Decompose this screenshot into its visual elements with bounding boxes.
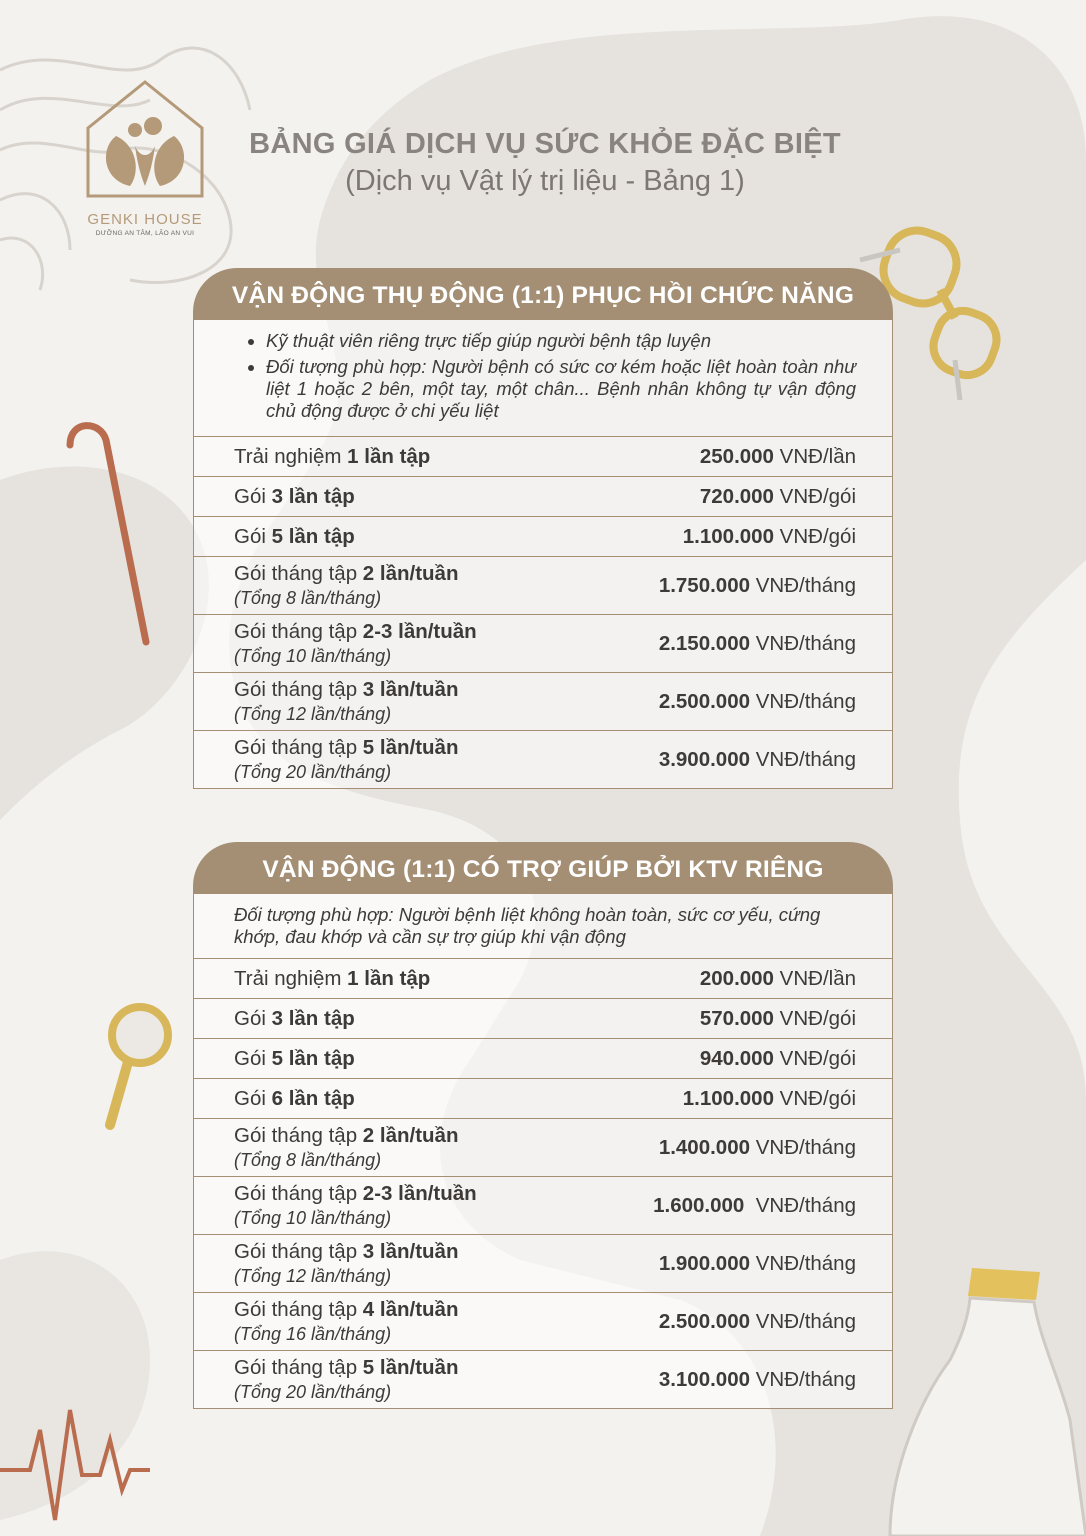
- package-price: [659, 1252, 856, 1276]
- package-total: (Tổng 20 lần/tháng): [234, 762, 392, 782]
- price-row: [194, 615, 892, 673]
- package-price: [700, 1047, 856, 1071]
- package-price: [683, 1087, 856, 1111]
- price-unit: VNĐ/gói: [773, 1046, 856, 1070]
- package-name: [234, 1124, 458, 1171]
- section-description: [194, 320, 892, 437]
- price-amount: 250.000: [699, 444, 774, 468]
- package-prefix: Gói: [234, 1086, 272, 1110]
- section-body: [193, 320, 893, 789]
- package-total: (Tổng 8 lần/tháng): [234, 1150, 382, 1170]
- logo: [80, 78, 210, 237]
- price-unit: VNĐ/tháng: [750, 1251, 856, 1275]
- price-amount: 570.000: [699, 1006, 774, 1030]
- page-subtitle: (Dịch vụ Vật lý trị liệu - Bảng 1): [345, 165, 745, 197]
- price-unit: VNĐ/gói: [773, 484, 856, 508]
- package-frequency: 3 lần tập: [271, 484, 355, 508]
- package-name: [234, 620, 477, 667]
- package-total: (Tổng 12 lần/tháng): [234, 1266, 392, 1286]
- package-price: [653, 1194, 856, 1218]
- package-prefix: Trải nghiệm: [234, 444, 348, 468]
- package-name: [234, 1356, 458, 1403]
- package-prefix: Gói tháng tập: [234, 1182, 363, 1205]
- package-frequency: 3 lần tập: [271, 1006, 355, 1030]
- package-name: [234, 967, 430, 991]
- section-body: [193, 894, 893, 1409]
- package-price: [659, 1136, 856, 1160]
- price-amount: 720.000: [699, 484, 774, 508]
- package-prefix: Gói tháng tập: [234, 736, 363, 759]
- price-unit: VNĐ/lần: [773, 966, 856, 990]
- description-text: Đối tượng phù hợp: Người bệnh liệt không hoàn toàn, sức cơ yếu, cứng khớp, đau khớp và cần sự trợ giúp khi vận động: [234, 904, 821, 947]
- package-name: [234, 1087, 355, 1111]
- package-prefix: Gói tháng tập: [234, 1356, 363, 1379]
- page-title: BẢNG GIÁ DỊCH VỤ SỨC KHỎE ĐẶC BIỆT: [249, 128, 841, 160]
- price-row: [194, 1177, 892, 1235]
- package-frequency: 3 lần/tuần: [362, 678, 459, 701]
- package-prefix: Gói: [234, 1046, 272, 1070]
- price-amount: 1.100.000: [682, 524, 774, 548]
- package-frequency: 1 lần tập: [347, 444, 431, 468]
- house-logo-icon: [80, 78, 210, 208]
- price-unit: VNĐ/tháng: [750, 1309, 856, 1333]
- package-price: [659, 632, 856, 656]
- price-row: [194, 1079, 892, 1119]
- price-amount: 3.100.000: [658, 1367, 751, 1391]
- price-unit: VNĐ/tháng: [750, 631, 856, 655]
- section-description: [194, 894, 892, 959]
- package-name: [234, 736, 458, 783]
- package-prefix: Gói: [234, 484, 272, 508]
- section-heading: VẬN ĐỘNG (1:1) CÓ TRỢ GIÚP BỞI KTV RIÊNG: [193, 842, 893, 894]
- price-amount: 2.500.000: [658, 689, 751, 713]
- price-unit: VNĐ/gói: [773, 1086, 856, 1110]
- package-name: [234, 1298, 458, 1345]
- price-row: [194, 999, 892, 1039]
- package-name: [234, 485, 355, 509]
- price-row: [194, 557, 892, 615]
- page-title-block: [200, 128, 890, 198]
- price-unit: VNĐ/lần: [773, 444, 856, 468]
- package-price: [700, 445, 856, 469]
- description-bullet: • Đối tượng phù hợp: Người bệnh có sức cơ kém hoặc liệt hoàn toàn như liệt 1 hoặc 2 bên, một tay, một chân... Bệnh nhân không tự vận động chủ động được ở chi yếu liệt: [266, 356, 856, 422]
- package-price: [659, 748, 856, 772]
- package-prefix: Gói: [234, 524, 272, 548]
- package-price: [683, 525, 856, 549]
- price-row: [194, 1235, 892, 1293]
- price-unit: VNĐ/gói: [773, 1006, 856, 1030]
- price-unit: VNĐ/gói: [773, 524, 856, 548]
- price-row: [194, 1351, 892, 1408]
- price-section-assisted: [193, 842, 893, 1409]
- package-frequency: 5 lần/tuần: [362, 1356, 459, 1379]
- package-prefix: Gói tháng tập: [234, 1124, 363, 1147]
- package-total: (Tổng 12 lần/tháng): [234, 704, 392, 724]
- package-price: [659, 690, 856, 714]
- price-amount: 200.000: [699, 966, 774, 990]
- package-total: (Tổng 10 lần/tháng): [234, 1208, 392, 1228]
- package-name: [234, 562, 458, 609]
- package-prefix: Gói tháng tập: [234, 562, 363, 585]
- package-prefix: Gói tháng tập: [234, 678, 363, 701]
- price-unit: VNĐ/tháng: [750, 1135, 856, 1159]
- price-row: [194, 477, 892, 517]
- price-row: [194, 1293, 892, 1351]
- package-frequency: 2-3 lần/tuần: [362, 620, 477, 643]
- price-amount: 1.900.000: [658, 1251, 751, 1275]
- package-name: [234, 525, 355, 549]
- section-heading: VẬN ĐỘNG THỤ ĐỘNG (1:1) PHỤC HỒI CHỨC NĂNG: [193, 268, 893, 320]
- price-amount: 1.100.000: [682, 1086, 774, 1110]
- package-frequency: 5 lần tập: [271, 1046, 355, 1070]
- package-total: (Tổng 10 lần/tháng): [234, 646, 392, 666]
- package-price: [700, 485, 856, 509]
- package-prefix: Trải nghiệm: [234, 966, 348, 990]
- package-frequency: 4 lần/tuần: [362, 1298, 459, 1321]
- package-price: [659, 1368, 856, 1392]
- package-name: [234, 445, 430, 469]
- price-unit: VNĐ/tháng: [750, 1367, 856, 1391]
- price-unit: VNĐ/tháng: [750, 573, 856, 597]
- package-frequency: 1 lần tập: [347, 966, 431, 990]
- package-prefix: Gói tháng tập: [234, 1298, 363, 1321]
- price-row: [194, 673, 892, 731]
- price-amount: 3.900.000: [658, 747, 751, 771]
- price-unit: VNĐ/tháng: [750, 747, 856, 771]
- package-price: [659, 1310, 856, 1334]
- package-prefix: Gói tháng tập: [234, 620, 363, 643]
- package-frequency: 2 lần/tuần: [362, 562, 459, 585]
- package-frequency: 2 lần/tuần: [362, 1124, 459, 1147]
- price-amount: 940.000: [699, 1046, 774, 1070]
- price-row: [194, 437, 892, 477]
- logo-name: GENKI HOUSE: [87, 211, 203, 228]
- description-bullet: • Kỹ thuật viên riêng trực tiếp giúp người bệnh tập luyện: [266, 330, 856, 352]
- package-frequency: 5 lần tập: [271, 524, 355, 548]
- price-amount: 2.500.000: [658, 1309, 751, 1333]
- package-name: [234, 1047, 355, 1071]
- package-total: (Tổng 8 lần/tháng): [234, 588, 382, 608]
- package-frequency: 5 lần/tuần: [362, 736, 459, 759]
- package-name: [234, 1182, 477, 1229]
- package-total: (Tổng 20 lần/tháng): [234, 1382, 392, 1402]
- magnifier-icon: [110, 1007, 168, 1125]
- package-total: (Tổng 16 lần/tháng): [234, 1324, 392, 1344]
- price-row: [194, 731, 892, 788]
- package-frequency: 2-3 lần/tuần: [362, 1182, 477, 1205]
- package-name: [234, 1007, 355, 1031]
- price-row: [194, 517, 892, 557]
- price-unit: VNĐ/tháng: [750, 689, 856, 713]
- logo-tagline: DƯỠNG AN TÂM, LÃO AN VUI: [95, 230, 195, 237]
- package-price: [659, 574, 856, 598]
- price-amount: 2.150.000: [658, 631, 751, 655]
- price-unit: VNĐ/tháng: [744, 1193, 856, 1217]
- package-name: [234, 678, 458, 725]
- price-row: [194, 1119, 892, 1177]
- price-section-passive: [193, 268, 893, 789]
- package-name: [234, 1240, 458, 1287]
- price-row: [194, 1039, 892, 1079]
- price-table: [194, 959, 892, 1408]
- price-table: [194, 437, 892, 788]
- package-prefix: Gói tháng tập: [234, 1240, 363, 1263]
- price-amount: 1.600.000: [653, 1193, 745, 1217]
- price-amount: 1.400.000: [658, 1135, 751, 1159]
- package-frequency: 3 lần/tuần: [362, 1240, 459, 1263]
- package-prefix: Gói: [234, 1006, 272, 1030]
- package-frequency: 6 lần tập: [271, 1086, 355, 1110]
- price-row: [194, 959, 892, 999]
- package-price: [700, 967, 856, 991]
- price-amount: 1.750.000: [658, 573, 751, 597]
- package-price: [700, 1007, 856, 1031]
